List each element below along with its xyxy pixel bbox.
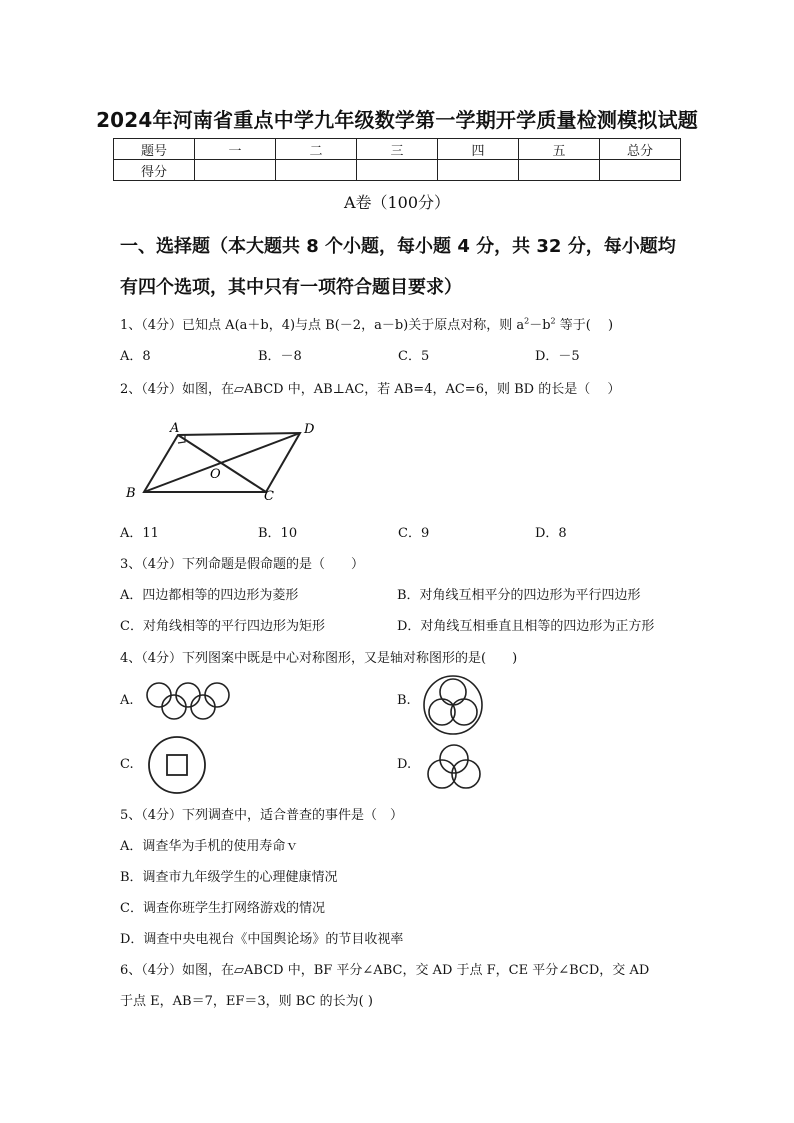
q1-option-a[interactable]: A．8 [120, 349, 151, 364]
q5-stem: 5、（4分）下列调查中，适合普查的事件是（ ） [120, 808, 404, 823]
q2-option-b[interactable]: B．10 [258, 526, 298, 541]
q4-option-d[interactable]: D. [397, 757, 412, 772]
score-table-score-row [114, 160, 681, 181]
label-o: O [210, 467, 221, 482]
section-label: A卷（100分） [343, 193, 451, 212]
q5-option-c[interactable]: C．调查你班学生打网络游戏的情况 [120, 901, 325, 916]
score-cell: 一 [195, 139, 276, 160]
score-cell: 五 [519, 139, 600, 160]
score-cell: 得分 [114, 160, 195, 181]
q5-option-d[interactable]: D．调查中央电视台《中国舆论场》的节目收视率 [120, 932, 404, 947]
label-b: B [126, 486, 136, 501]
coin-square-icon [145, 736, 209, 794]
score-input-cell [600, 160, 681, 181]
q1-option-b[interactable]: B．－8 [258, 349, 302, 364]
q3-stem: 3、（4分）下列命题是假命题的是（ ） [120, 557, 365, 572]
q2-option-c[interactable]: C．9 [398, 526, 430, 541]
score-input-cell [195, 160, 276, 181]
score-cell: 题号 [114, 139, 195, 160]
score-cell: 四 [438, 139, 519, 160]
label-d: D [304, 422, 315, 437]
exam-title: 2024年河南省重点中学九年级数学第一学期开学质量检测模拟试题 [96, 108, 698, 132]
q2-option-d[interactable]: D．8 [535, 526, 567, 541]
q3-option-b[interactable]: B．对角线互相平分的四边形为平行四边形 [397, 588, 641, 603]
q3-option-c[interactable]: C．对角线相等的平行四边形为矩形 [120, 619, 325, 634]
score-input-cell [438, 160, 519, 181]
q5-option-b[interactable]: B．调查市九年级学生的心理健康情况 [120, 870, 338, 885]
q1-stem: 1、（4分）已知点 A(a＋b，4)与点 B(－2，a－b)关于原点对称，则 $a^2-b^2$ 等于( ) [120, 316, 614, 333]
q4-stem: 4、（4分）下列图案中既是中心对称图形，又是轴对称图形的是( ) [120, 651, 518, 666]
q3-option-a[interactable]: A．四边都相等的四边形为菱形 [120, 588, 299, 603]
q6-stem-line1: 6、（4分）如图，在▱ABCD 中，BF 平分∠ABC，交 AD 于点 F，CE 平分∠BCD，交 AD [120, 963, 650, 978]
part1-heading-line1: 一、选择题（本大题共 8 个小题，每小题 4 分，共 32 分，每小题均 [120, 236, 676, 257]
label-c: C [264, 489, 274, 504]
q5-option-a[interactable]: A．调查华为手机的使用寿命ｖ [120, 839, 299, 854]
q1-option-d[interactable]: D．－5 [535, 349, 580, 364]
score-input-cell [357, 160, 438, 181]
q4-option-a[interactable]: A. [120, 693, 134, 708]
score-cell: 二 [276, 139, 357, 160]
olympic-rings-icon [145, 680, 235, 724]
score-input-cell [519, 160, 600, 181]
q2-option-a[interactable]: A．11 [120, 526, 159, 541]
score-cell: 总分 [600, 139, 681, 160]
trefoil-knot-icon [422, 742, 486, 790]
score-table [113, 138, 681, 181]
score-table-header-row [114, 139, 681, 160]
score-cell: 三 [357, 139, 438, 160]
circle-three-petal-icon [422, 674, 484, 736]
q4-option-c[interactable]: C. [120, 757, 134, 772]
parallelogram-figure [120, 415, 330, 505]
q1-option-c[interactable]: C．5 [398, 349, 430, 364]
score-input-cell [276, 160, 357, 181]
label-a: A [170, 421, 180, 436]
q3-option-d[interactable]: D．对角线互相垂直且相等的四边形为正方形 [397, 619, 655, 634]
q6-stem-line2: 于点 E，AB＝7，EF＝3，则 BC 的长为( ) [120, 994, 373, 1009]
q2-stem: 2、（4分）如图，在▱ABCD 中，AB⊥AC，若 AB=4，AC=6，则 BD 的长是（ ） [120, 382, 621, 397]
part1-heading-line2: 有四个选项，其中只有一项符合题目要求） [120, 277, 462, 298]
q4-option-b[interactable]: B. [397, 693, 411, 708]
